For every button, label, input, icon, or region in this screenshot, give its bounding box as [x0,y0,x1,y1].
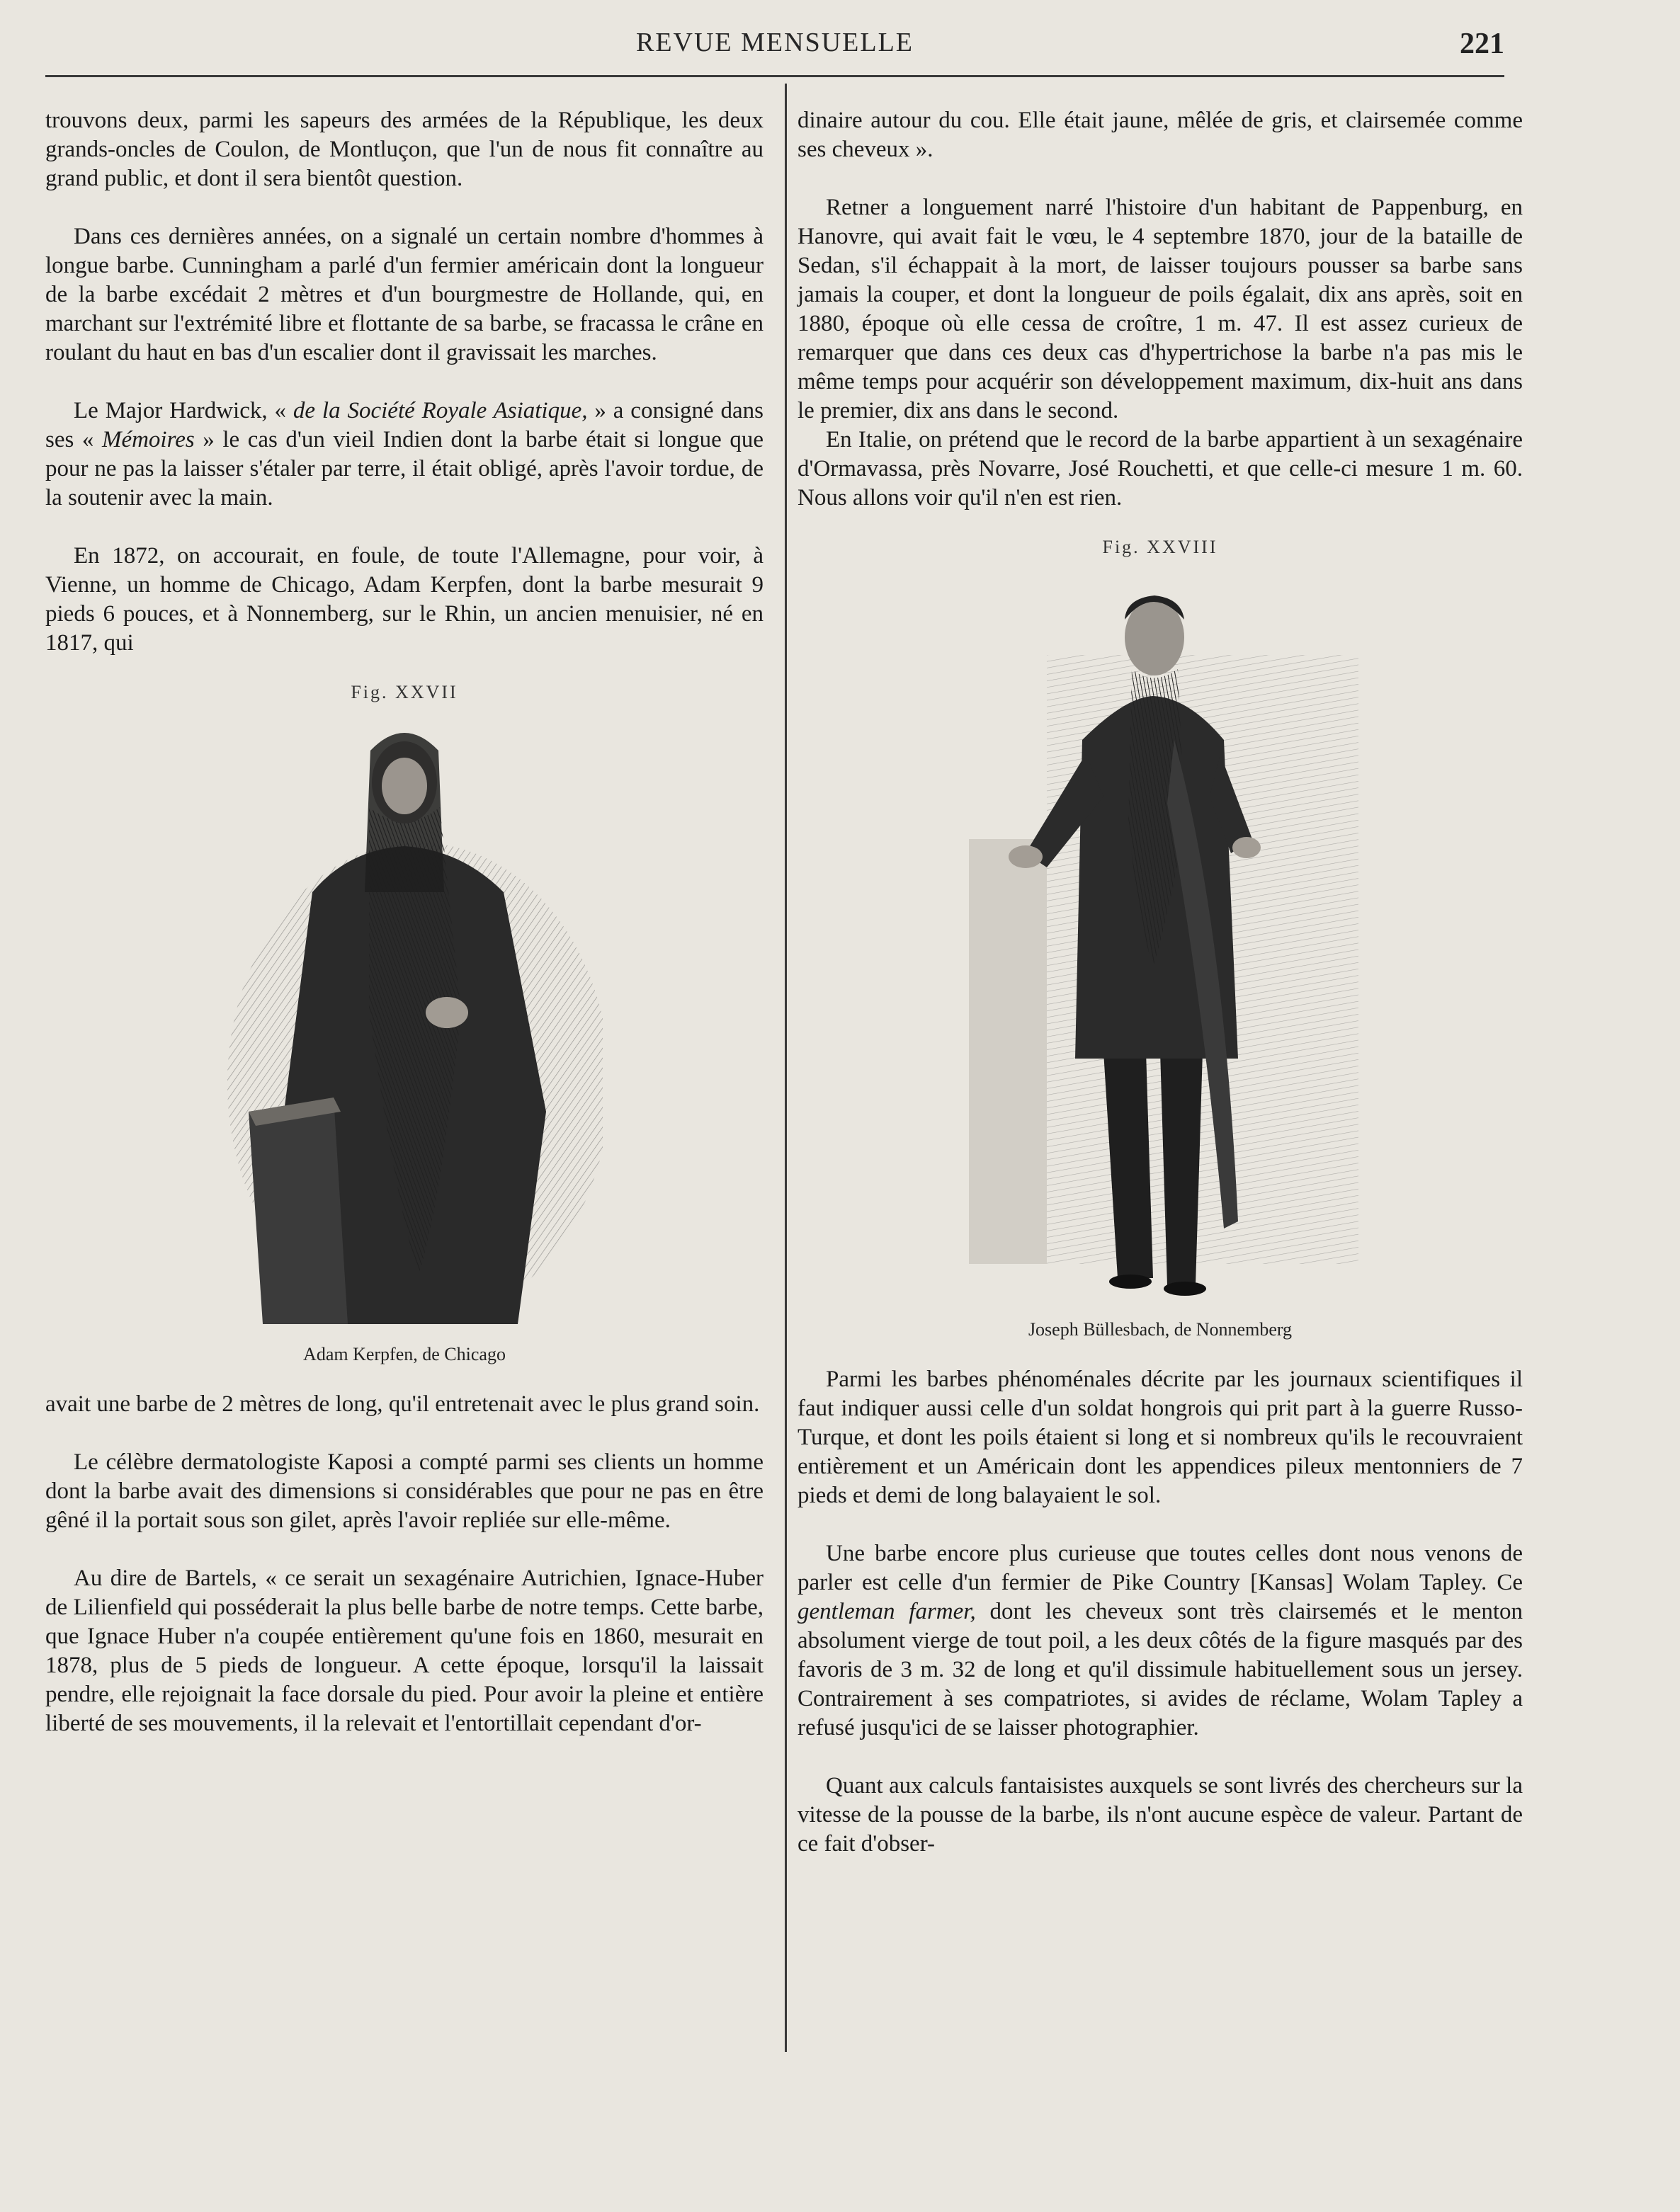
figure-caption: Joseph Büllesbach, de Nonnemberg [1028,1319,1293,1340]
paragraph: avait une barbe de 2 mètres de long, qu'il entretenait avec le plus grand soin. [45,1391,760,1417]
journal-title: REVUE MENSUELLE [635,28,914,57]
paragraph: Le Major Hardwick, « de la Société Royale Asiatique, » a consigné dans ses « Mémoires » le cas d'un vieil Indien dont la barbe était si longue que pour ne pas la laisser s'étaler par terre, il était obligé, après l'avoir tordue, de la soutenir avec la main. [45,398,764,511]
engraving-adam-kerpfen [206,715,603,1331]
column-divider [785,84,787,2052]
paragraph: Le célèbre dermatologiste Kaposi a compté parmi ses clients un homme dont la barbe avait des dimensions si considérables que pour ne pas en être gêné il la portait sous son gilet, après l'avoir repliée sur elle-même. [45,1449,764,1533]
paragraph: Dans ces dernières années, on a signalé un certain nombre d'hommes à longue barbe. Cunningham a parlé d'un fermier américain dont la longueur de la barbe excédait 2 mètres et d'un bourgmestre de Hollande, qui, en marchant sur l'extrémité libre et flottante de sa barbe, se fracassa le crâne en roulant du haut en bas d'un escalier dont il gravissait les marches. [45,224,764,365]
header-rule [45,75,1504,77]
figure-caption: Adam Kerpfen, de Chicago [303,1344,506,1364]
right-column [798,106,1523,1859]
paragraph: Au dire de Bartels, « ce serait un sexagénaire Autrichien, Ignace-Huber de Lilienfield qui posséderait la plus belle barbe de notre temps. Cette barbe, que Ignace Huber n'a coupée entièrement qu'une fois en 1860, mesurait en 1878, plus de 5 pieds de longueur. A cette époque, lorsqu'il la laissait pendre, elle rejoignait la face dorsale du pied. Pour avoir la pleine et entière liberté de ses mouvements, il la relevait et l'entortillait cependant d'or- [45,1566,764,1736]
page-number: 221 [1460,28,1504,60]
engraving-joseph-bullesbach [941,570,1380,1306]
paragraph: Retner a longuement narré l'histoire d'un habitant de Pappenburg, en Hanovre, qui avait fait le vœu, le 4 septembre 1870, jour de la bataille de Sedan, s'il échappait à la mort, de laisser toujours pousser sa barbe sans jamais la couper, et dont la longueur de poils égalait, dix ans après, soit en 1880, époque où elle cessa de croître, 1 m. 47. Il est assez curieux de remarquer que dans ces deux cas d'hypertrichose la barbe n'a pas mis le même temps pour acquérir son développement maximum, dix-huit ans dans le premier, dix ans dans le second. [798,195,1523,423]
paragraph: trouvons deux, parmi les sapeurs des armées de la République, les deux grands-oncles de Coulon, de Montluçon, que l'un de nous fit connaître au grand public, et dont il sera bientôt question. [45,108,764,191]
paragraph: Quant aux calculs fantaisistes auxquels se sont livrés des chercheurs sur la vitesse de la pousse de la barbe, ils n'ont aucune espèce de valeur. Partant de ce fait d'obser- [798,1773,1523,1857]
figure-label: Fig. XXVII [351,682,458,702]
paragraph: Parmi les barbes phénoménales décrite par les journaux scientifiques il faut indiquer aussi celle d'un soldat hongrois qui prit part à la guerre Russo-Turque, et dont les poils étaient si long et si nombreux qu'ils le recouvraient entièrement et un Américain dont les appendices pileux mentonniers de 7 pieds et demi de long balayaient le sol. [798,1367,1523,1508]
figure-label: Fig. XXVIII [1102,537,1218,557]
left-column [45,106,764,1738]
paragraph: En 1872, on accourait, en foule, de toute l'Allemagne, pour voir, à Vienne, un homme de Chicago, Adam Kerpfen, dont la barbe mesurait 9 pieds 6 pouces, et à Nonnemberg, sur le Rhin, un ancien menuisier, né en 1817, qui [45,543,764,656]
running-header [45,21,1504,59]
paragraph: En Italie, on prétend que le record de la barbe appartient à un sexagénaire d'Ormavassa, près Novarre, José Rouchetti, et que celle-ci mesure 1 m. 60. Nous allons voir qu'il n'en est rien. [798,427,1523,511]
paragraph: Une barbe encore plus curieuse que toutes celles dont nous venons de parler est celle d'un fermier de Pike Country [Kansas] Wolam Tapley. Ce gentleman farmer, dont les cheveux sont très clairsemés et le menton absolument vierge de tout poil, a les deux côtés de la figure masqués par des favoris de 3 m. 32 de long et qu'il dissimule habituellement sous un jersey. Contrairement à ses compatriotes, si avides de réclame, Wolam Tapley a refusé jusqu'ici de se laisser photographier. [798,1541,1523,1740]
paragraph: dinaire autour du cou. Elle était jaune, mêlée de gris, et clairsemée comme ses cheveux ». [798,108,1523,162]
